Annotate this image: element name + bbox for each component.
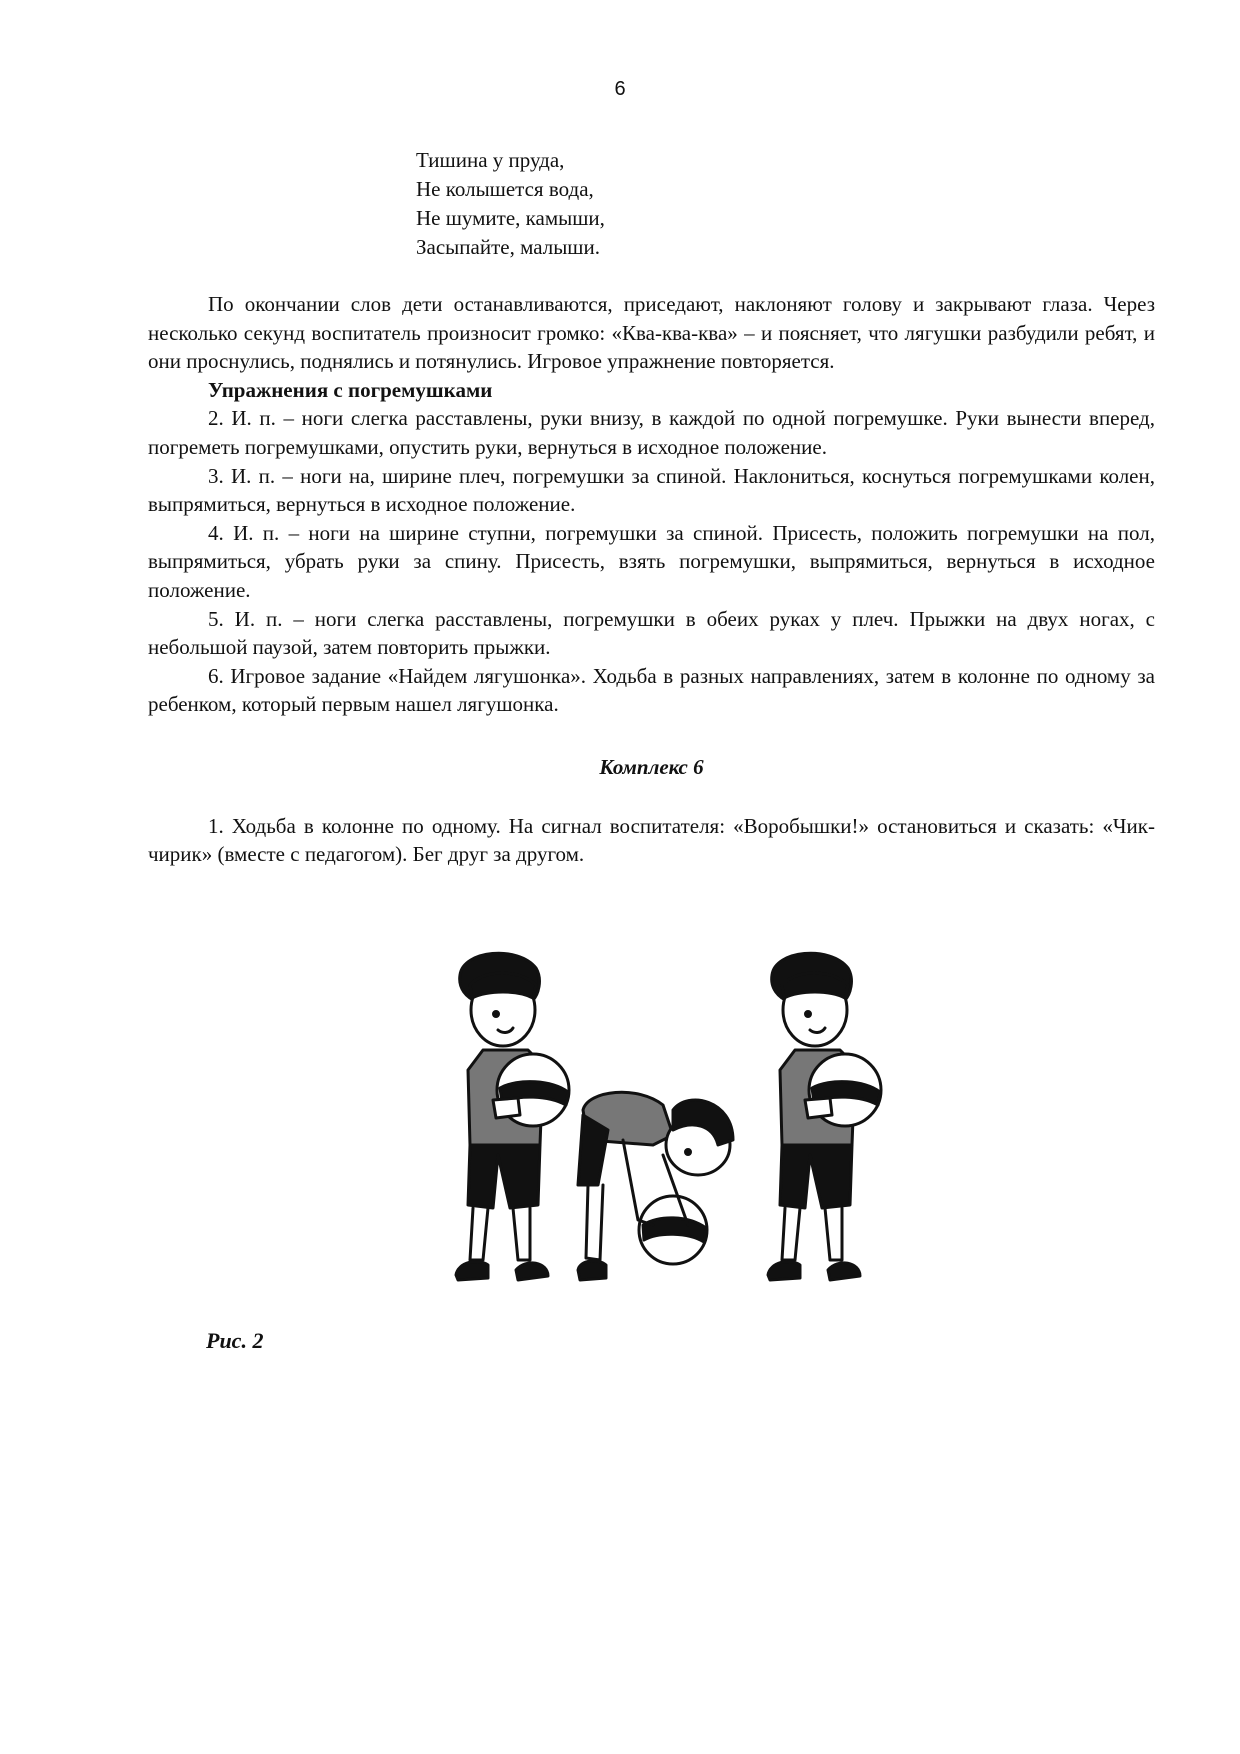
exercise-paragraph: 2. И. п. – ноги слегка расставлены, руки внизу, в каждой по одной погремушке. Руки вынести вперед, погреметь погремушками, опустить руки, вернуться в исходное положение.: [148, 406, 1155, 459]
bending-boy-middle: [578, 1092, 733, 1280]
exercise-paragraph: 3. И. п. – ноги на, ширине плеч, погремушки за спиной. Наклониться, коснуться погремушками колен, выпрямиться, вернуться в исходное положение.: [148, 463, 1155, 517]
poem-line: Не шумите, камыши,: [416, 206, 605, 230]
complex-title: Комплекс 6: [599, 754, 704, 779]
poem-line: Не колышется вода,: [416, 177, 594, 201]
main-text: [148, 290, 1155, 869]
poem-line: Засыпайте, малыши.: [416, 235, 600, 259]
page-number: 6: [614, 78, 626, 100]
exercise-paragraph: 4. И. п. – ноги на ширине ступни, погремушки за спиной. Присесть, положить погремушки на пол, выпрямиться, убрать руки за спину. Присесть, взять погремушки, выпрямиться, вернуться в исходное положение.: [148, 520, 1155, 602]
complex-paragraph: 1. Ходьба в колонне по одному. На сигнал воспитателя: «Воробышки!» остановиться и сказать: «Чик-чирик» (вместе с педагогом). Бег друг за другом.: [148, 813, 1155, 867]
exercise-paragraph: 5. И. п. – ноги слегка расставлены, погремушки в обеих руках у плеч. Прыжки на двух ногах, с небольшой паузой, затем повторить прыжки.: [148, 606, 1155, 660]
exercise-paragraph: 6. Игровое задание «Найдем лягушонка». Ходьба в разных направлениях, затем в колонне по одному за ребенком, который первым нашел лягушонка.: [148, 663, 1155, 717]
children-with-balls-illustration: [448, 940, 918, 1290]
intro-paragraph: По окончании слов дети останавливаются, приседают, наклоняют голову и закрывают глаза. Через несколько секунд воспитатель произносит громко: «Ква-ква-ква» – и поясняет, что лягушки разбудили ребят, и они проснулись, поднялись и потянулись. Игровое упражнение повторяется.: [148, 292, 1155, 374]
standing-boy-right: [768, 953, 881, 1280]
figure-caption: Рис. 2: [206, 1328, 264, 1353]
standing-boy-left: [456, 953, 569, 1280]
poem: [416, 146, 605, 262]
section-heading: Упражнения с погремушками: [208, 377, 493, 402]
poem-line: Тишина у пруда,: [416, 148, 565, 172]
